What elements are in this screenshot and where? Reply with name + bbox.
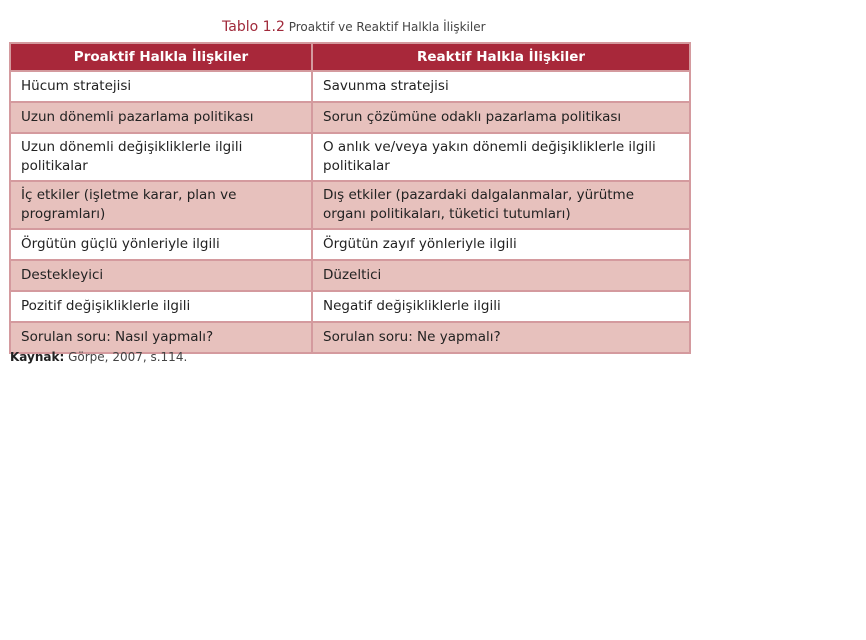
table-cell-proactive: Uzun dönemli değişikliklerle ilgili politikalar [10, 133, 312, 181]
table-row [10, 260, 690, 291]
header-proactive: Proaktif Halkla İlişkiler [10, 43, 312, 71]
table-row [10, 181, 690, 229]
header-reactive: Reaktif Halkla İlişkiler [312, 43, 690, 71]
table-row [10, 322, 690, 353]
table-row [10, 133, 690, 181]
table-cell-reactive: O anlık ve/veya yakın dönemli değişikliklerle ilgili politikalar [312, 133, 690, 181]
table-cell-reactive: Negatif değişikliklerle ilgili [312, 291, 690, 322]
caption-label: Tablo 1.2 [222, 19, 285, 35]
table-cell-reactive: Sorun çözümüne odaklı pazarlama politikası [312, 102, 690, 133]
caption-title: Proaktif ve Reaktif Halkla İlişkiler [288, 20, 486, 34]
table-cell-proactive: Uzun dönemli pazarlama politikası [10, 102, 312, 133]
source-text: Görpe, 2007, s.114. [68, 350, 188, 364]
table-cell-proactive: Örgütün güçlü yönleriyle ilgili [10, 229, 312, 260]
table-cell-reactive: Örgütün zayıf yönleriyle ilgili [312, 229, 690, 260]
source-note [10, 350, 187, 364]
table-header-row [10, 43, 690, 71]
table-cell-proactive: Sorulan soru: Nasıl yapmalı? [10, 322, 312, 353]
table-cell-reactive: Düzeltici [312, 260, 690, 291]
table-cell-proactive: Hücum stratejisi [10, 71, 312, 102]
table-row [10, 71, 690, 102]
table-row [10, 291, 690, 322]
table-cell-proactive: Pozitif değişikliklerle ilgili [10, 291, 312, 322]
table-cell-proactive: İç etkiler (işletme karar, plan ve programları) [10, 181, 312, 229]
comparison-table-container [9, 42, 689, 354]
table-cell-reactive: Sorulan soru: Ne yapmalı? [312, 322, 690, 353]
table-row [10, 102, 690, 133]
source-label: Kaynak: [10, 350, 65, 364]
comparison-table [9, 42, 691, 354]
table-cell-reactive: Savunma stratejisi [312, 71, 690, 102]
table-row [10, 229, 690, 260]
table-caption [222, 19, 486, 35]
table-cell-reactive: Dış etkiler (pazardaki dalgalanmalar, yürütme organı politikaları, tüketici tutumları) [312, 181, 690, 229]
table-cell-proactive: Destekleyici [10, 260, 312, 291]
